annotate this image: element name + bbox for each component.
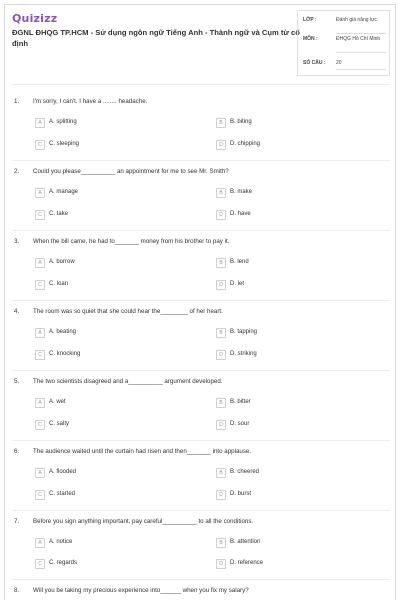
question-divider — [12, 579, 390, 580]
option-text: A. flooded — [49, 469, 77, 475]
question-divider — [12, 510, 390, 511]
option-letter: C — [35, 559, 45, 569]
question-number: 6. — [14, 448, 20, 455]
socau-underline — [336, 69, 386, 70]
question-text: The room was so quiet that she could hear the________ of her heart. — [33, 308, 223, 315]
option-text: A. notice — [49, 539, 73, 545]
question-text: When the bill came, he had to_______ money from his brother to pay it. — [33, 238, 230, 245]
lop-label: LỚP : — [303, 17, 317, 23]
option-letter: A — [35, 118, 45, 128]
question-number: 4. — [14, 308, 20, 315]
option-letter: B — [216, 328, 226, 338]
option-letter: A — [35, 328, 45, 338]
option-text: A. borrow — [49, 259, 75, 265]
question-text: The audience waited until the curtain had risen and then_______ into applause. — [33, 448, 252, 455]
question-number: 7. — [14, 518, 20, 525]
option-text: D. sour — [230, 421, 250, 427]
question-number: 8. — [14, 587, 20, 594]
option-text: C. knocking — [49, 351, 81, 357]
option-text: C. salty — [49, 421, 70, 427]
option-letter: C — [35, 350, 45, 360]
question-text: Could you please__________ an appointment for me to see Mr. Smith? — [33, 168, 229, 175]
option-text: B. lend — [230, 259, 249, 265]
option-letter: D — [216, 350, 226, 360]
option-text: D. striking — [230, 351, 257, 357]
option-letter: D — [216, 140, 226, 150]
option-text: C. sleeping — [49, 141, 80, 147]
option-text: B. cheered — [230, 469, 260, 475]
option-text: D. chipping — [230, 141, 261, 147]
option-text: C. started — [49, 491, 76, 497]
option-letter: C — [35, 490, 45, 500]
lop-value: Đánh giá năng lực — [336, 17, 377, 23]
option-text: B. make — [230, 189, 253, 195]
option-text: D. reference — [230, 560, 264, 566]
option-text: A. splitting — [49, 119, 77, 125]
question-number: 5. — [14, 378, 20, 385]
option-letter: C — [35, 140, 45, 150]
option-letter: A — [35, 468, 45, 478]
option-letter: B — [216, 468, 226, 478]
socau-label: SỐ CÂU : — [303, 60, 326, 66]
option-text: B. tapping — [230, 329, 258, 335]
question-number: 3. — [14, 238, 20, 245]
option-letter: A — [35, 398, 45, 408]
question-divider — [12, 440, 390, 441]
option-text: A. wet — [49, 399, 66, 405]
option-letter: A — [35, 538, 45, 548]
question-text: I'm sorry, I can't. I have a ........ headache. — [33, 98, 148, 105]
worksheet-title: ĐGNL ĐHQG TP.HCM - Sử dụng ngôn ngữ Tiếng Anh - Thành ngữ và Cụm từ cố định — [12, 28, 300, 48]
option-text: D. burst — [230, 491, 252, 497]
question-text: The two scientists disagreed and a__________ argument developed. — [33, 378, 223, 385]
option-letter: D — [216, 559, 226, 569]
question-text: Will you be taking my precious experience into______ when you fix my salary? — [33, 587, 249, 594]
header-divider — [12, 84, 390, 85]
lop-underline — [336, 33, 386, 34]
option-letter: C — [35, 210, 45, 220]
option-text: C. regards — [49, 560, 78, 566]
option-text: C. take — [49, 211, 69, 217]
mon-label: MÔN : — [303, 36, 318, 42]
option-letter: B — [216, 118, 226, 128]
option-letter: B — [216, 188, 226, 198]
option-text: A. manage — [49, 189, 79, 195]
option-letter: B — [216, 398, 226, 408]
option-letter: D — [216, 280, 226, 290]
option-letter: D — [216, 490, 226, 500]
question-divider — [12, 160, 390, 161]
option-letter: A — [35, 258, 45, 268]
question-divider — [12, 300, 390, 301]
mon-underline — [336, 52, 386, 53]
option-letter: D — [216, 210, 226, 220]
option-letter: C — [35, 420, 45, 430]
option-text: B. attention — [230, 539, 261, 545]
option-letter: A — [35, 188, 45, 198]
quizizz-logo: Quizizz — [12, 12, 58, 25]
question-text: Before you sign anything important, pay careful__________ to all the conditions. — [33, 518, 254, 525]
option-letter: B — [216, 538, 226, 548]
option-text: C. loan — [49, 281, 69, 287]
question-divider — [12, 230, 390, 231]
question-divider — [12, 370, 390, 371]
question-number: 1. — [14, 98, 20, 105]
option-text: B. bitter — [230, 399, 251, 405]
option-letter: C — [35, 280, 45, 290]
option-letter: B — [216, 258, 226, 268]
socau-value: 20 — [336, 60, 342, 66]
option-text: D. have — [230, 211, 251, 217]
question-number: 2. — [14, 168, 20, 175]
option-text: D. let — [230, 281, 245, 287]
option-text: B. biting — [230, 119, 252, 125]
mon-value: ĐHQG Hồ Chí Minh — [336, 36, 381, 42]
option-text: A. beating — [49, 329, 77, 335]
info-box — [297, 10, 390, 76]
option-letter: D — [216, 420, 226, 430]
